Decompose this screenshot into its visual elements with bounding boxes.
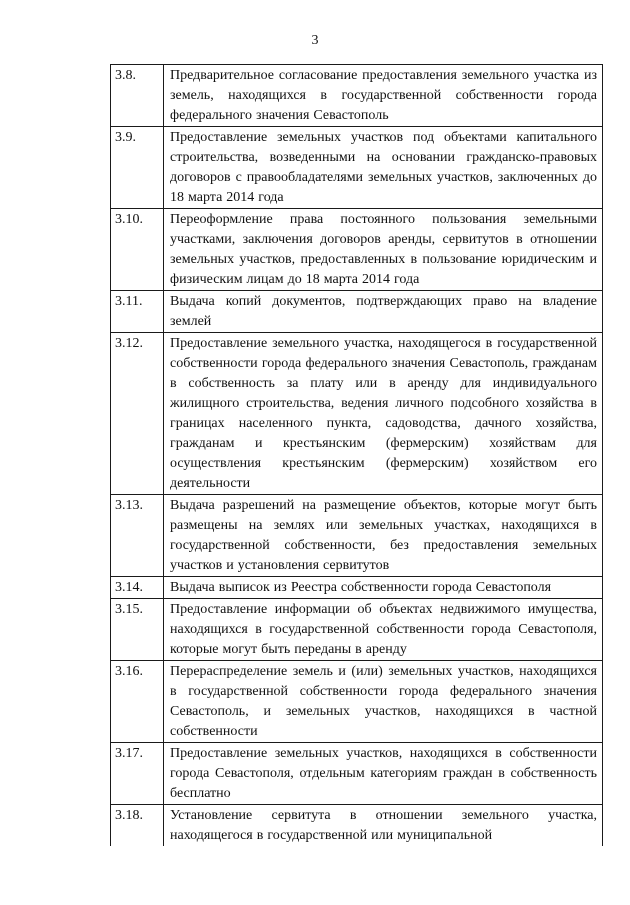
- row-text: Предоставление земельного участка, находящегося в государственной собственности города федерального значения Севастополь, гражданам в собственность за плату или в аренду для индивидуального жилищного строительства, ведения личного подсобного хозяйства в границах населенного пункта, садоводства, дачного хозяйства, гражданам и крестьянским (фермерским) хозяйствам для осуществления крестьянским (фермерским) хозяйством его деятельности: [164, 333, 603, 495]
- row-text: Предоставление информации об объектах недвижимого имущества, находящихся в государственной собственности города Севастополя, которые могут быть переданы в аренду: [164, 599, 603, 661]
- row-text: Предоставление земельных участков, находящихся в собственности города Севастополя, отдельным категориям граждан в собственность бесплатно: [164, 743, 603, 805]
- row-number: 3.11.: [111, 291, 164, 333]
- row-text: Предварительное согласование предоставления земельного участка из земель, находящихся в государственной собственности города федерального значения Севастополь: [164, 65, 603, 127]
- row-text: Предоставление земельных участков под объектами капитального строительства, возведенными на основании гражданско-правовых договоров с правообладателями земельных участков, заключенных до 18 марта 2014 года: [164, 127, 603, 209]
- table-row: [111, 577, 603, 599]
- table-row: [111, 743, 603, 805]
- table-row: [111, 495, 603, 577]
- row-text: Выдача разрешений на размещение объектов, которые могут быть размещены на землях или земельных участках, находящихся в государственной собственности, без предоставления земельных участков и установления сервитутов: [164, 495, 603, 577]
- table-row: [111, 65, 603, 127]
- row-text: Переоформление права постоянного пользования земельными участками, заключения договоров аренды, сервитутов в отношении земельных участков, предоставленных в пользование юридическим и физическим лицам до 18 марта 2014 года: [164, 209, 603, 291]
- row-number: 3.10.: [111, 209, 164, 291]
- row-number: 3.12.: [111, 333, 164, 495]
- table-row: [111, 291, 603, 333]
- table-row: [111, 127, 603, 209]
- row-text: Перераспределение земель и (или) земельных участков, находящихся в государственной собственности города федерального значения Севастополь, и земельных участков, находящихся в частной собственности: [164, 661, 603, 743]
- row-number: 3.8.: [111, 65, 164, 127]
- table-row: [111, 209, 603, 291]
- row-number: 3.14.: [111, 577, 164, 599]
- row-number: 3.13.: [111, 495, 164, 577]
- row-number: 3.16.: [111, 661, 164, 743]
- table-row: [111, 599, 603, 661]
- table-row: [111, 333, 603, 495]
- table-row: [111, 661, 603, 743]
- services-table: [110, 64, 603, 846]
- row-number: 3.18.: [111, 805, 164, 847]
- page-number: 3: [311, 33, 319, 48]
- row-number: 3.9.: [111, 127, 164, 209]
- row-text: Выдача выписок из Реестра собственности города Севастополя: [164, 577, 603, 599]
- table-row: [111, 805, 603, 847]
- row-text: Выдача копий документов, подтверждающих право на владение землей: [164, 291, 603, 333]
- row-text: Установление сервитута в отношении земельного участка, находящегося в государственной или муниципальной: [164, 805, 603, 847]
- row-number: 3.15.: [111, 599, 164, 661]
- row-number: 3.17.: [111, 743, 164, 805]
